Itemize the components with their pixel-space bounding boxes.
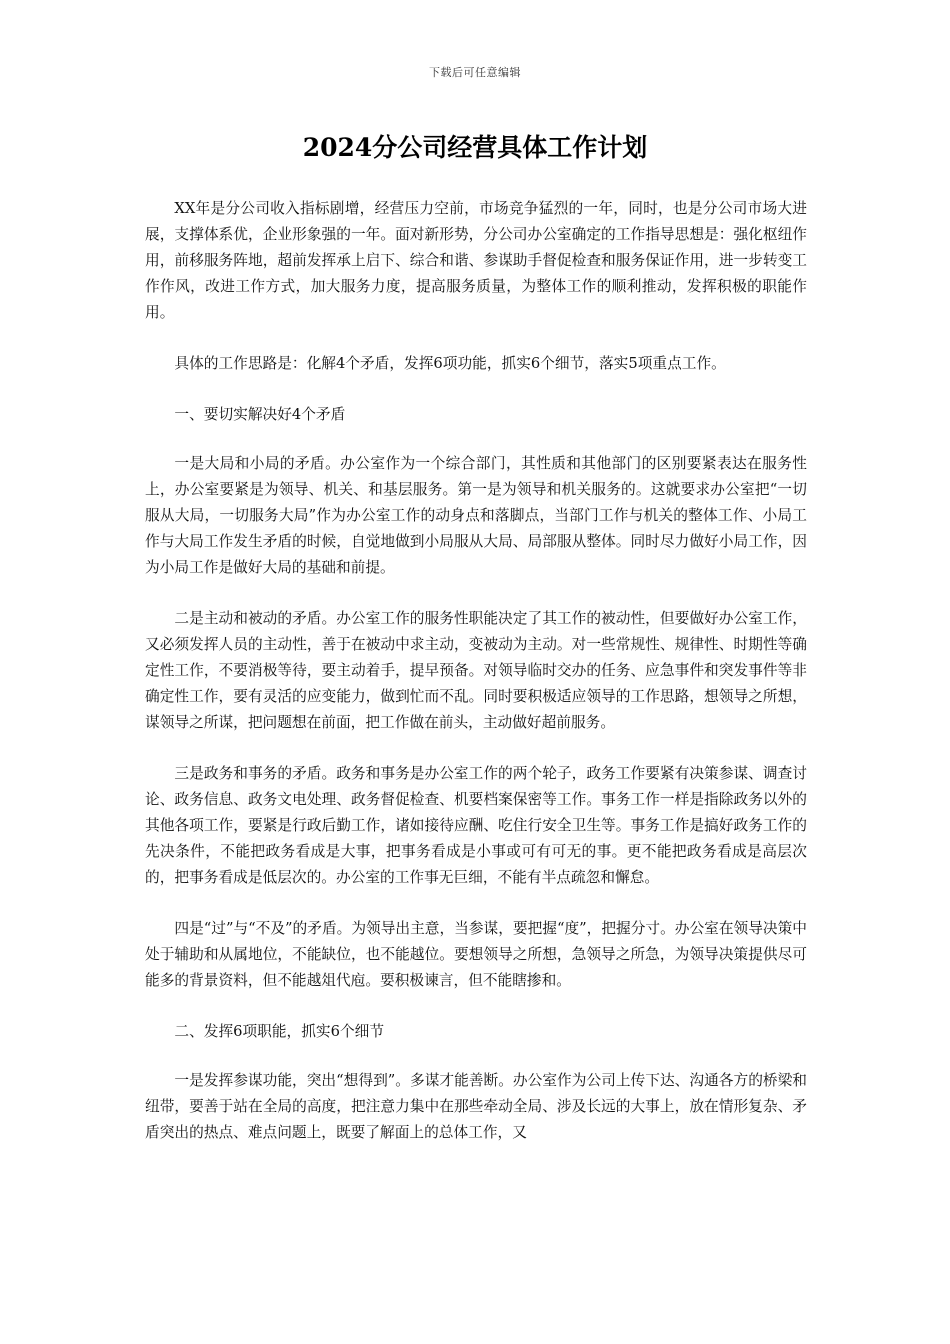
- document-body: [145, 196, 807, 1171]
- paragraph-intro: XX年是分公司收入指标剧增，经营压力空前，市场竞争猛烈的一年，同时，也是分公司市场大进展，支撑体系优，企业形象强的一年。面对新形势，分公司办公室确定的工作指导思想是：强化枢纽作用，前移服务阵地，超前发挥承上启下、综合和谐、参谋助手督促检查和服务保证作用，进一步转变工作作风，改进工作方式，加大服务力度，提高服务质量，为整体工作的顺利推动，发挥积极的职能作用。: [145, 200, 807, 321]
- paragraph-contradiction-4: 四是“过”与“不及”的矛盾。为领导出主意，当参谋，要把握“度”，把握分寸。办公室在领导决策中处于辅助和从属地位，不能缺位，也不能越位。要想领导之所想，急领导之所急，为领导决策提供尽可能多的背景资料，但不能越俎代庖。要积极谏言，但不能瞎掺和。: [145, 920, 807, 989]
- header-note: 下载后可任意编辑: [429, 66, 521, 79]
- paragraph-work-ideas: 具体的工作思路是：化解4个矛盾，发挥6项功能，抓实6个细节，落实5项重点工作。: [174, 355, 726, 372]
- section-heading-2: 二、发挥6项职能，抓实6个细节: [174, 1023, 385, 1040]
- document-title: 2024分公司经营具体工作计划: [302, 133, 648, 162]
- section-heading-1: 一、要切实解决好4个矛盾: [174, 406, 346, 423]
- paragraph-contradiction-2: 二是主动和被动的矛盾。办公室工作的服务性职能决定了其工作的被动性，但要做好办公室工作，又必须发挥人员的主动性，善于在被动中求主动，变被动为主动。对一些常规性、规律性、时期性等确定性工作，不要消极等待，要主动着手，提早预备。对领导临时交办的任务、应急事件和突发事件等非确定性工作，要有灵活的应变能力，做到忙而不乱。同时要积极适应领导的工作思路，想领导之所想，谋领导之所谋，把问题想在前面，把工作做在前头，主动做好超前服务。: [145, 610, 807, 731]
- paragraph-contradiction-1: 一是大局和小局的矛盾。办公室作为一个综合部门，其性质和其他部门的区别要紧表达在服务性上，办公室要紧是为领导、机关、和基层服务。第一是为领导和机关服务的。这就要求办公室把“一切服从大局，一切服务大局”作为办公室工作的动身点和落脚点，当部门工作与机关的整体工作、小局工作与大局工作发生矛盾的时候，自觉地做到小局服从大局、局部服从整体。同时尽力做好小局工作，因为小局工作是做好大局的基础和前提。: [145, 455, 807, 576]
- paragraph-contradiction-3: 三是政务和事务的矛盾。政务和事务是办公室工作的两个轮子，政务工作要紧有决策参谋、调查讨论、政务信息、政务文电处理、政务督促检查、机要档案保密等工作。事务工作一样是指除政务以外的其他各项工作，要紧是行政后勤工作，诸如接待应酬、吃住行安全卫生等。事务工作是搞好政务工作的先决条件，不能把政务看成是大事，把事务看成是小事或可有可无的事。更不能把政务看成是高层次的，把事务看成是低层次的。办公室的工作事无巨细，不能有半点疏忽和懈怠。: [145, 765, 807, 886]
- paragraph-function-1: 一是发挥参谋功能，突出“想得到”。多谋才能善断。办公室作为公司上传下达、沟通各方的桥梁和纽带，要善于站在全局的高度，把注意力集中在那些牵动全局、涉及长远的大事上，放在情形复杂、矛盾突出的热点、难点问题上，既要了解面上的总体工作，又: [145, 1072, 807, 1141]
